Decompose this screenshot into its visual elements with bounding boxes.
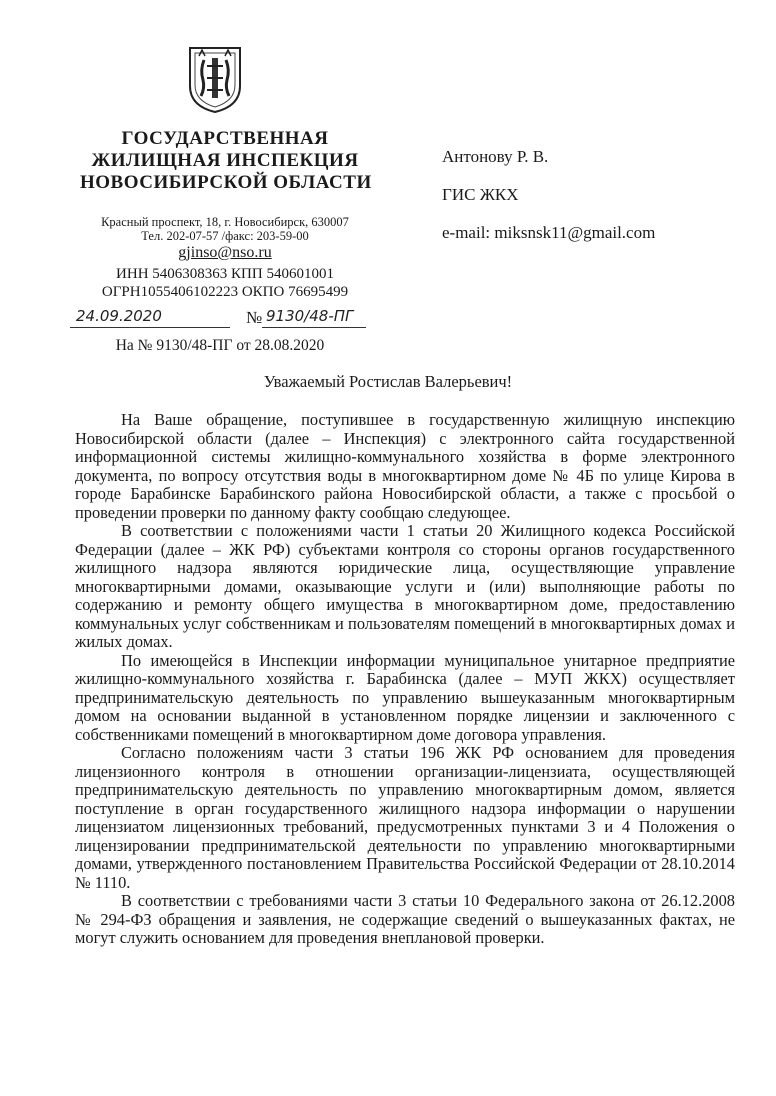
coat-of-arms-icon [186, 44, 244, 114]
registration-number: 9130/48-ПГ [266, 307, 354, 325]
paragraph-5: В соответствии с требованиями части 3 статьи 10 Федерального закона от 26.12.2008 № 294-ФЗ обращения и заявления, не содержащие сведений о вышеуказанных фактах, не могут служить основанием для проведения внеплановой проверки. [75, 891, 735, 947]
registration-date: 24.09.2020 [76, 307, 162, 325]
recipient-name: Антонову Р. В. [442, 147, 549, 166]
registration-line [70, 307, 370, 331]
org-line-3: НОВОСИБИРСКОЙ ОБЛАСТИ [80, 172, 372, 193]
number-underline [262, 327, 366, 328]
org-line-2: ЖИЛИЩНАЯ ИНСПЕКЦИЯ [91, 150, 359, 171]
recipient-system: ГИС ЖКХ [442, 185, 519, 204]
address-line-1: Красный проспект, 18, г. Новосибирск, 630007 [101, 215, 349, 229]
in-reply-to: На № 9130/48-ПГ от 28.08.2020 [115, 337, 325, 354]
paragraph-4: Согласно положениям части 3 статьи 196 ЖК РФ основанием для проведения лицензионного контроля в отношении организации-лицензиата, осуществляющей предпринимательскую деятельность по управлению многоквартирным домом, является поступление в орган государственного жилищного надзора информации о нарушении лицензиатом лицензионных требований, предусмотренных пунктами 3 и 4 Положения о лицензировании предпринимательской деятельности по управлению многоквартирными домами, утвержденного постановлением Правительства Российской Федерации от 28.10.2014 № 1110. [75, 743, 735, 892]
letter-body [75, 411, 735, 948]
organization-ids [60, 265, 390, 301]
salutation: Уважаемый Ростислав Валерьевич! [263, 372, 513, 391]
inn-kpp: ИНН 5406308363 КПП 540601001 [116, 266, 334, 282]
paragraph-1: На Ваше обращение, поступившее в государственную жилищную инспекцию Новосибирской области (далее – Инспекция) с электронного сайта государственной информационной системы жилищно-коммунального хозяйства в форме электронного документа, по вопросу отсутствия воды в многоквартирном доме № 4Б по улице Кирова в городе Барабинске Барабинского района Новосибирской области, а также с просьбой о проведении проверки по данному факту сообщаю следующее. [75, 410, 735, 522]
recipient-email[interactable]: e-mail: miksnsk11@gmail.com [442, 223, 656, 242]
organization-name [80, 128, 370, 194]
recipient-block [442, 148, 655, 262]
date-underline [70, 327, 230, 328]
paragraph-3: По имеющейся в Инспекции информации муниципальное унитарное предприятие жилищно-коммунального хозяйства г. Барабинска (далее – МУП ЖКХ) осуществляет предпринимательскую деятельность по управлению вышеуказанным многоквартирным домом на основании выданной в установленном порядке лицензии и заключенного с собственниками помещений в многоквартирном доме договора управления. [75, 650, 735, 744]
paragraph-2: В соответствии с положениями части 1 статьи 20 Жилищного кодекса Российской Федерации (далее – ЖК РФ) субъектами контроля со стороны органов государственного жилищного надзора являются юридические лица, осуществляющие управление многоквартирными домами, оказывающие услуги и (или) выполняющие работы по содержанию и ремонту общего имущества в многоквартирном доме, предоставлению коммунальных услуг собственникам и пользователям помещений в многоквартирных домах и жилых домах. [75, 521, 735, 651]
ogrn-okpo: ОГРН1055406102223 ОКПО 76695499 [101, 284, 349, 300]
organization-address [70, 215, 380, 243]
address-line-2: Тел. 202-07-57 /факс: 203-59-00 [141, 229, 309, 243]
organization-email[interactable]: gjinso@nso.ru [178, 244, 272, 261]
org-line-1: ГОСУДАРСТВЕННАЯ [121, 128, 329, 149]
number-sign: № [246, 308, 263, 327]
